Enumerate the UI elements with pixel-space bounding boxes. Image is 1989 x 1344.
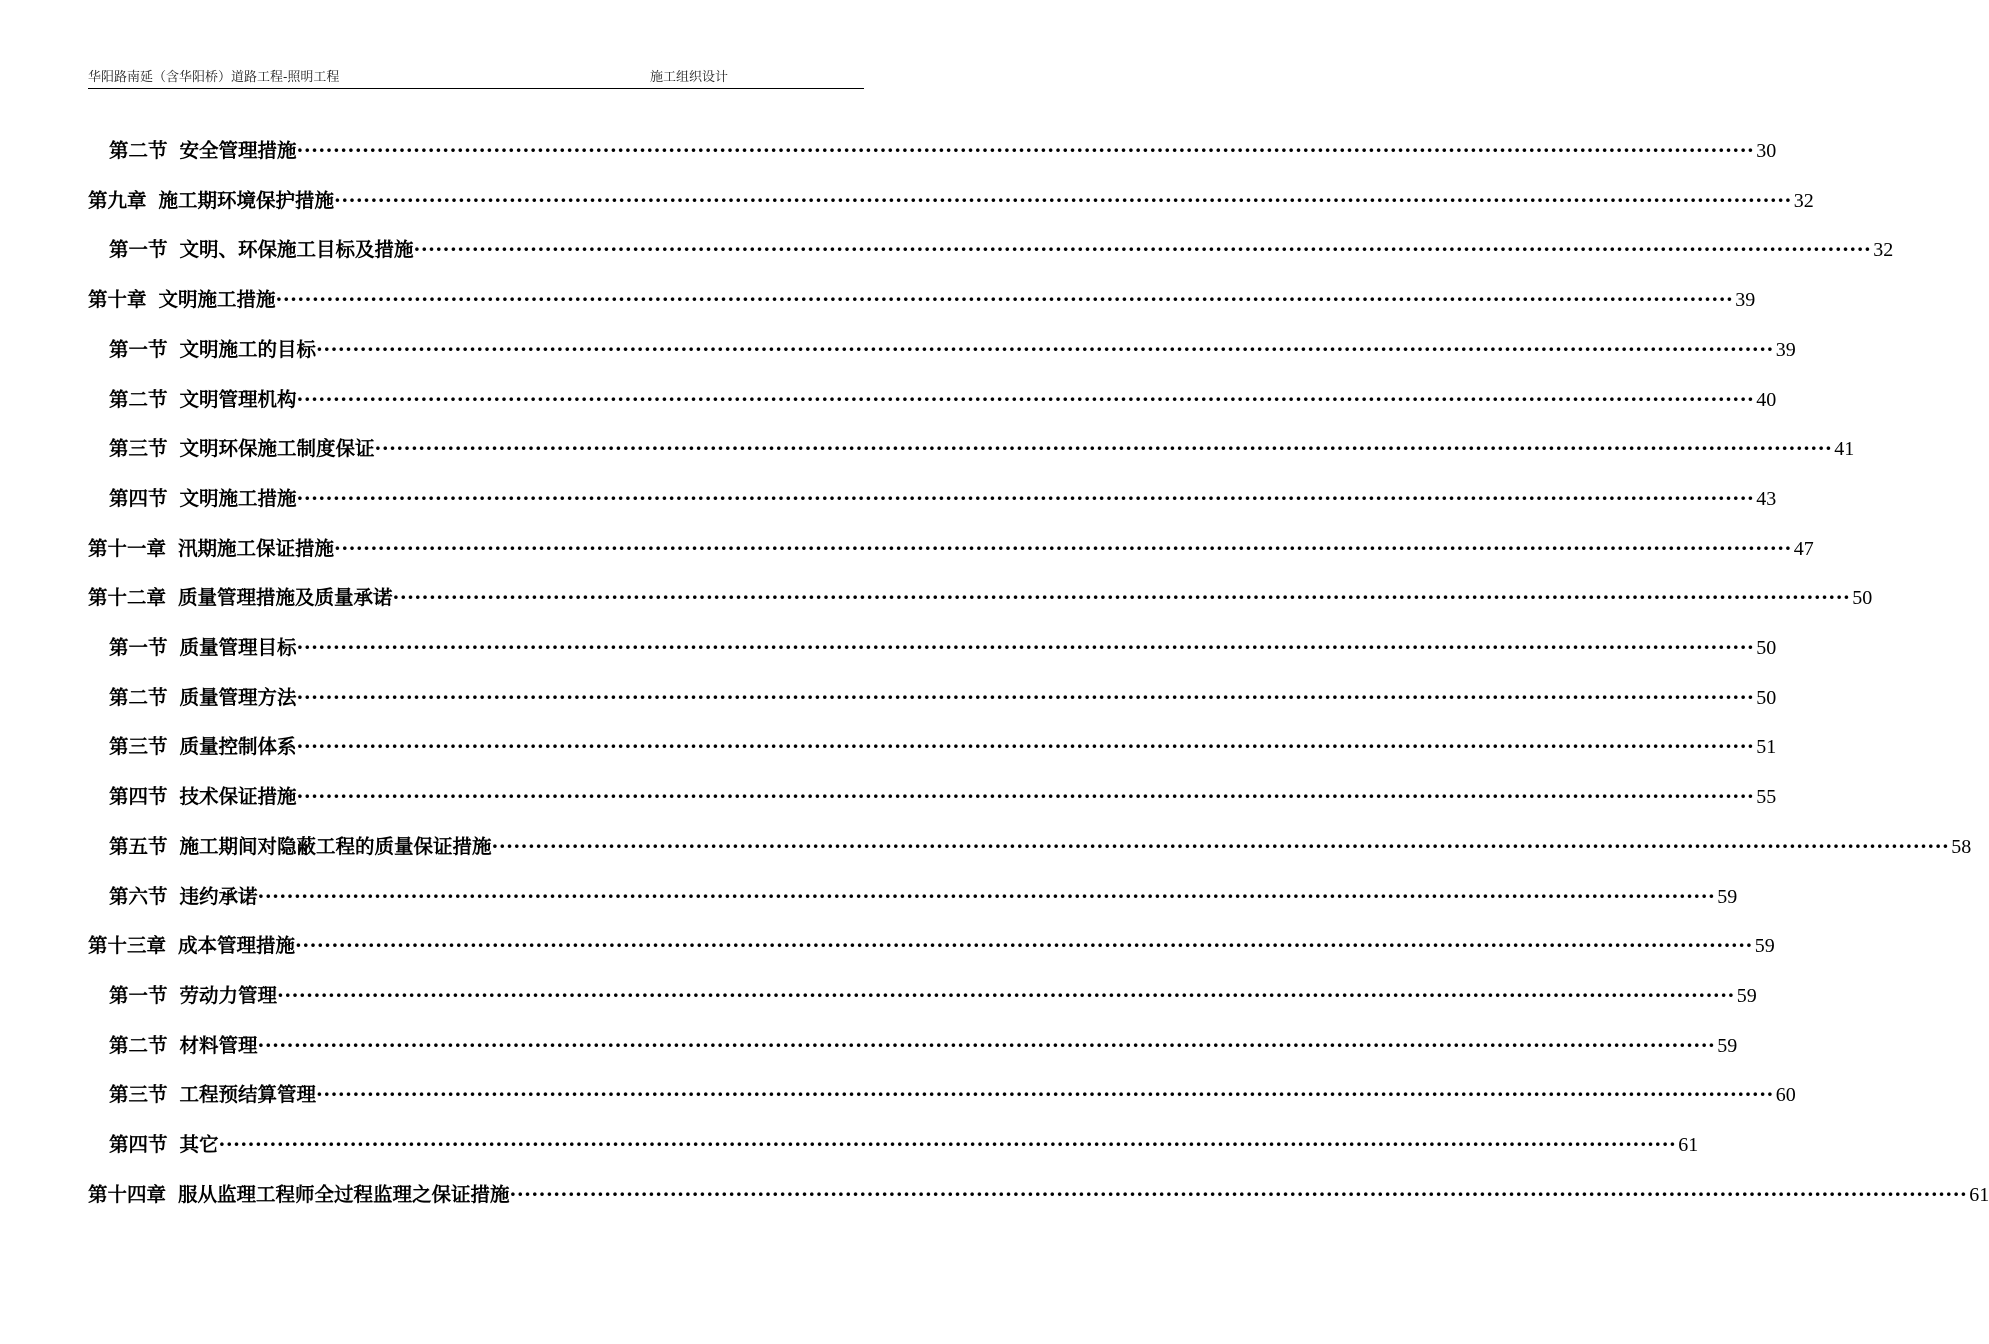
toc-page-number: 50 bbox=[1756, 637, 1777, 659]
toc-page-number: 39 bbox=[1735, 289, 1756, 312]
toc-page-number: 59 bbox=[1717, 885, 1738, 908]
toc-entry-number: 第九章 bbox=[88, 188, 147, 212]
toc-leader-dots: ········································································································································································································ bbox=[275, 288, 1734, 312]
toc-section-entry[interactable] bbox=[109, 780, 1777, 814]
toc-entry-number: 第二节 bbox=[109, 685, 168, 709]
toc-entry-title: 安全管理措施 bbox=[179, 139, 297, 162]
toc-leader-dots: ········································································································································································································ bbox=[296, 785, 1755, 809]
toc-page-number: 40 bbox=[1756, 388, 1777, 411]
toc-entry-number: 第一节 bbox=[109, 337, 168, 361]
toc-entry-title: 文明施工措施 bbox=[158, 288, 276, 312]
toc-entry-number: 第四节 bbox=[109, 1133, 168, 1156]
toc-chapter-entry[interactable] bbox=[88, 283, 1756, 317]
header-document-title: 华阳路南延（含华阳桥）道路工程-照明工程 bbox=[88, 70, 340, 85]
toc-entry-title: 施工期间对隐蔽工程的质量保证措施 bbox=[179, 834, 492, 858]
toc-leader-dots: ········································································································································································································ bbox=[374, 437, 1833, 461]
toc-entry-title: 文明环保施工制度保证 bbox=[179, 437, 375, 461]
toc-entry-number: 第二节 bbox=[109, 139, 168, 162]
toc-leader-dots: ········································································································································································································ bbox=[334, 536, 1792, 560]
toc-entry-title: 质量管理目标 bbox=[179, 636, 297, 659]
toc-entry-number: 第二节 bbox=[109, 1033, 168, 1057]
toc-entry-number: 第四节 bbox=[109, 486, 168, 510]
toc-section-entry[interactable] bbox=[109, 880, 1738, 914]
toc-entry-number: 第三节 bbox=[109, 437, 168, 461]
toc-entry-title: 技术保证措施 bbox=[179, 785, 297, 809]
toc-entry-title: 工程预结算管理 bbox=[179, 1083, 317, 1107]
toc-entry-number: 第十二章 bbox=[88, 586, 167, 610]
toc-chapter-entry[interactable] bbox=[88, 581, 1873, 615]
toc-leader-dots: ········································································································································································································ bbox=[295, 934, 1753, 958]
toc-leader-dots: ········································································································································································································ bbox=[296, 636, 1755, 659]
toc-page-number: 50 bbox=[1756, 686, 1777, 709]
toc-section-entry[interactable] bbox=[109, 1078, 1796, 1112]
toc-section-entry[interactable] bbox=[109, 631, 1777, 665]
toc-leader-dots: ········································································································································································································ bbox=[296, 486, 1755, 510]
toc-page-number: 39 bbox=[1775, 338, 1796, 361]
toc-page-number: 43 bbox=[1756, 487, 1777, 510]
toc-page-number: 50 bbox=[1852, 587, 1873, 610]
toc-entry-number: 第三节 bbox=[109, 1083, 168, 1107]
toc-leader-dots: ········································································································································································································ bbox=[257, 1033, 1716, 1057]
toc-page-number: 59 bbox=[1736, 984, 1757, 1007]
toc-entry-title: 文明施工措施 bbox=[179, 486, 297, 510]
toc-entry-title: 汛期施工保证措施 bbox=[178, 536, 335, 560]
toc-entry-title: 材料管理 bbox=[179, 1033, 258, 1057]
toc-page-number: 58 bbox=[1951, 835, 1972, 858]
toc-entry-title: 劳动力管理 bbox=[179, 983, 278, 1007]
toc-leader-dots: ········································································································································································································ bbox=[218, 1133, 1677, 1156]
toc-leader-dots: ········································································································································································································ bbox=[296, 139, 1755, 162]
toc-page-number: 59 bbox=[1717, 1034, 1738, 1057]
toc-page-number: 59 bbox=[1754, 935, 1775, 958]
toc-section-entry[interactable] bbox=[109, 830, 1972, 864]
toc-entry-number: 第十三章 bbox=[88, 934, 167, 958]
toc-page-number: 51 bbox=[1756, 736, 1777, 759]
toc-leader-dots: ········································································································································································································ bbox=[277, 983, 1735, 1007]
toc-entry-number: 第十一章 bbox=[88, 536, 167, 560]
toc-page-number: 47 bbox=[1793, 537, 1814, 560]
toc-section-entry[interactable] bbox=[109, 681, 1777, 715]
toc-leader-dots: ········································································································································································································ bbox=[392, 586, 1851, 610]
toc-section-entry[interactable] bbox=[109, 432, 1855, 466]
toc-section-entry[interactable] bbox=[109, 233, 1894, 267]
toc-leader-dots: ········································································································································································································ bbox=[296, 685, 1755, 709]
toc-section-entry[interactable] bbox=[109, 1029, 1738, 1063]
toc-entry-number: 第三节 bbox=[109, 735, 168, 759]
toc-entry-number: 第一节 bbox=[109, 636, 168, 659]
toc-entry-number: 第二节 bbox=[109, 387, 168, 411]
toc-entry-title: 质量管理方法 bbox=[179, 685, 297, 709]
toc-entry-title: 服从监理工程师全过程监理之保证措施 bbox=[178, 1182, 510, 1206]
toc-chapter-entry[interactable] bbox=[88, 1178, 1989, 1212]
toc-entry-title: 文明施工的目标 bbox=[179, 337, 317, 361]
toc-leader-dots: ········································································································································································································ bbox=[316, 1083, 1774, 1107]
toc-entry-number: 第四节 bbox=[109, 785, 168, 809]
toc-entry-title: 施工期环境保护措施 bbox=[158, 188, 335, 212]
toc-entry-number: 第一节 bbox=[109, 238, 168, 262]
toc-page-number: 61 bbox=[1678, 1134, 1699, 1156]
toc-entry-number: 第一节 bbox=[109, 983, 168, 1007]
toc-page-number: 55 bbox=[1756, 786, 1777, 809]
toc-leader-dots: ········································································································································································································ bbox=[491, 834, 1950, 858]
toc-leader-dots: ········································································································································································································ bbox=[257, 884, 1716, 908]
toc-entry-title: 文明管理机构 bbox=[179, 387, 297, 411]
toc-page-number: 32 bbox=[1873, 239, 1894, 262]
page-header bbox=[88, 66, 864, 89]
toc-chapter-entry[interactable] bbox=[88, 929, 1775, 963]
toc-leader-dots: ········································································································································································································ bbox=[296, 387, 1755, 411]
header-document-type: 施工组织设计 bbox=[650, 70, 729, 85]
toc-page-number: 32 bbox=[1793, 189, 1814, 212]
toc-page-number: 41 bbox=[1834, 438, 1855, 461]
toc-section-entry[interactable] bbox=[109, 730, 1777, 764]
toc-section-entry[interactable] bbox=[109, 1128, 1699, 1162]
toc-entry-number: 第六节 bbox=[109, 884, 168, 908]
toc-chapter-entry[interactable] bbox=[88, 532, 1814, 566]
toc-page-number: 61 bbox=[1969, 1183, 1989, 1206]
toc-entry-number: 第十章 bbox=[88, 288, 147, 312]
toc-section-entry[interactable] bbox=[109, 979, 1757, 1013]
toc-leader-dots: ········································································································································································································ bbox=[316, 337, 1774, 361]
toc-entry-title: 其它 bbox=[179, 1133, 219, 1156]
toc-entry-title: 成本管理措施 bbox=[178, 934, 296, 958]
toc-leader-dots: ········································································································································································································ bbox=[334, 188, 1792, 212]
toc-section-entry[interactable] bbox=[109, 383, 1777, 417]
toc-leader-dots: ········································································································································································································ bbox=[509, 1182, 1968, 1206]
toc-entry-number: 第五节 bbox=[109, 834, 168, 858]
toc-section-entry[interactable] bbox=[109, 482, 1777, 516]
toc-section-entry[interactable] bbox=[109, 134, 1777, 168]
toc-entry-title: 质量控制体系 bbox=[179, 735, 297, 759]
toc-leader-dots: ········································································································································································································ bbox=[296, 735, 1755, 759]
toc-leader-dots: ········································································································································································································ bbox=[413, 238, 1872, 262]
toc-page-number: 30 bbox=[1756, 140, 1777, 162]
toc-chapter-entry[interactable] bbox=[88, 184, 1814, 218]
toc-entry-title: 违约承诺 bbox=[179, 884, 258, 908]
toc-entry-title: 质量管理措施及质量承诺 bbox=[178, 586, 393, 610]
toc-section-entry[interactable] bbox=[109, 333, 1796, 367]
toc-page-number: 60 bbox=[1775, 1084, 1796, 1107]
toc-entry-number: 第十四章 bbox=[88, 1182, 167, 1206]
toc-entry-title: 文明、环保施工目标及措施 bbox=[179, 238, 414, 262]
